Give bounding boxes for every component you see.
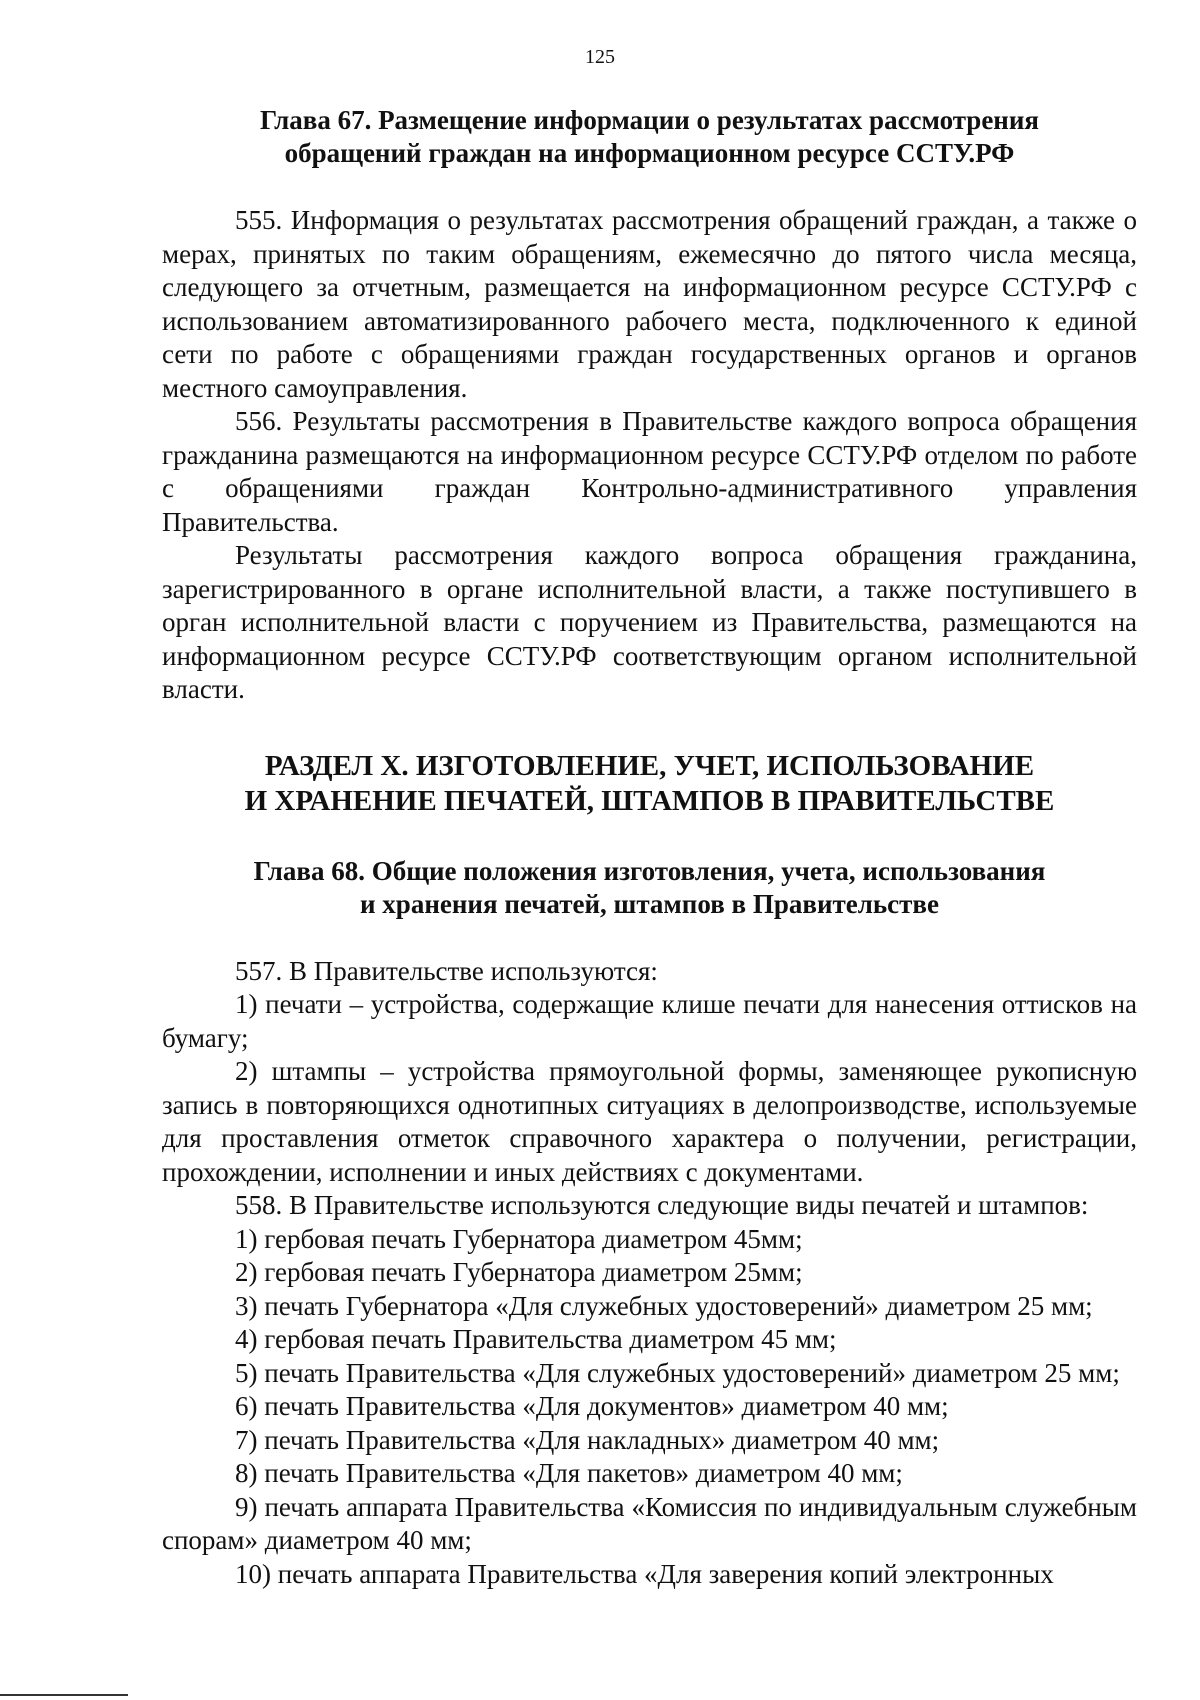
scan-edge-line bbox=[0, 1694, 128, 1696]
paragraph-558-item-4: 4) гербовая печать Правительства диаметром 45 мм; bbox=[235, 1324, 837, 1354]
paragraph-557-item-2: 2) штампы – устройства прямоугольной формы, заменяющее рукописную запись в повторяющихся однотипных ситуациях в делопроизводстве, используемые для проставления отметок справочного характера о получении, регистрации, прохождении, исполнении и иных действиях с документами. bbox=[162, 1056, 1137, 1187]
paragraph-558-item-10: 10) печать аппарата Правительства «Для заверения копий электронных bbox=[235, 1558, 1054, 1589]
paragraph-558-item-1: 1) гербовая печать Губернатора диаметром 45мм; bbox=[235, 1223, 803, 1254]
paragraph-556: 556. Результаты рассмотрения в Правительстве каждого вопроса обращения гражданина размещаются на информационном ресурсе ССТУ.РФ отделом по работе с обращениями граждан Контрольно-административного управления Правительства. bbox=[162, 406, 1137, 537]
paragraph-558-item-3: 3) печать Губернатора «Для служебных удостоверений» диаметром 25 мм; bbox=[235, 1290, 1093, 1321]
paragraph-555: 555. Информация о результатах рассмотрения обращений граждан, а также о мерах, принятых по таким обращениям, ежемесячно до пятого числа месяца, следующего за отчетным, размещается на информационном ресурсе ССТУ.РФ с использованием автоматизированного рабочего места, подключенного к единой сети по работе с обращениями граждан государственных органов и органов местного самоуправления. bbox=[162, 205, 1137, 403]
page-content bbox=[162, 104, 1137, 1591]
paragraph-558-item-5: 5) печать Правительства «Для служебных удостоверений» диаметром 25 мм; bbox=[235, 1357, 1120, 1388]
chapter-67-body bbox=[162, 204, 1137, 707]
chapter-67-heading bbox=[162, 104, 1137, 170]
section-10-title-line-1: РАЗДЕЛ X. ИЗГОТОВЛЕНИЕ, УЧЕТ, ИСПОЛЬЗОВАНИЕ bbox=[264, 749, 1035, 782]
paragraph-556-continued: Результаты рассмотрения каждого вопроса обращения гражданина, зарегистрированного в органе исполнительной власти, а также поступившего в орган исполнительной власти с поручением из Правительства, размещаются на информационном ресурсе ССТУ.РФ соответствующим органом исполнительной власти. bbox=[162, 540, 1137, 704]
chapter-68-body bbox=[162, 955, 1137, 1592]
paragraph-558-item-9: 9) печать аппарата Правительства «Комиссия по индивидуальным служебным спорам» диаметром 40 мм; bbox=[162, 1491, 1137, 1555]
paragraph-558: 558. В Правительстве используются следующие виды печатей и штампов: bbox=[235, 1190, 1089, 1220]
paragraph-557: 557. В Правительстве используются: bbox=[235, 955, 658, 986]
paragraph-557-item-1: 1) печати – устройства, содержащие клише печати для нанесения оттисков на бумагу; bbox=[162, 989, 1137, 1053]
paragraph-558-item-7: 7) печать Правительства «Для накладных» диаметром 40 мм; bbox=[235, 1424, 940, 1455]
paragraph-558-item-2: 2) гербовая печать Губернатора диаметром 25мм; bbox=[235, 1257, 803, 1287]
page-number: 125 bbox=[585, 46, 615, 68]
chapter-68-title-line-1: Глава 68. Общие положения изготовления, учета, использования bbox=[253, 855, 1046, 886]
chapter-67-title-line-2: обращений граждан на информационном ресурсе ССТУ.РФ bbox=[284, 138, 1015, 168]
section-10-heading bbox=[162, 749, 1137, 819]
chapter-67-title-line-1: Глава 67. Размещение информации о результатах рассмотрения bbox=[259, 105, 1040, 135]
section-10-title-line-2: И ХРАНЕНИЕ ПЕЧАТЕЙ, ШТАМПОВ В ПРАВИТЕЛЬСТВЕ bbox=[244, 784, 1055, 817]
chapter-68-heading bbox=[162, 855, 1137, 921]
chapter-68-title-line-2: и хранения печатей, штампов в Правительстве bbox=[360, 888, 939, 919]
paragraph-558-item-6: 6) печать Правительства «Для документов» диаметром 40 мм; bbox=[235, 1391, 949, 1421]
paragraph-558-item-8: 8) печать Правительства «Для пакетов» диаметром 40 мм; bbox=[235, 1458, 903, 1488]
